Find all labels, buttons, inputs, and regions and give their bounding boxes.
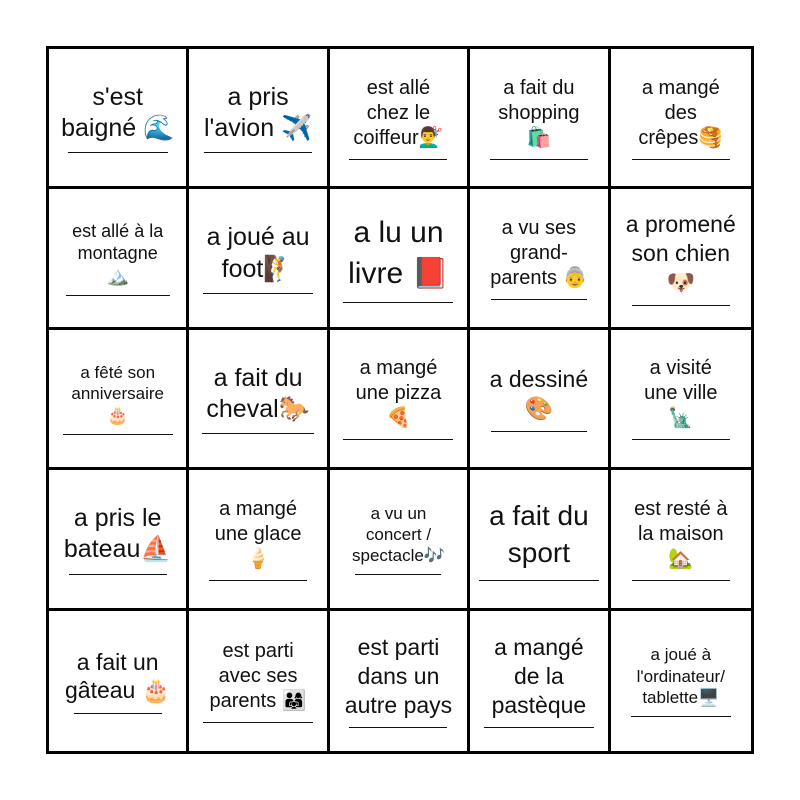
blank-line	[631, 716, 731, 717]
bingo-cell-r3c1[interactable]	[49, 330, 189, 470]
cell-label: a mangé une pizza 🍕	[355, 357, 442, 430]
bingo-cell-r5c1[interactable]	[49, 611, 189, 751]
blank-line	[491, 299, 587, 300]
blank-line	[343, 439, 453, 440]
cell-label: s'est baigné 🌊	[61, 82, 175, 143]
blank-line	[490, 159, 588, 160]
bingo-cell-r5c3[interactable]	[330, 611, 470, 751]
bingo-cell-r3c2[interactable]	[189, 330, 329, 470]
bingo-cell-r1c3[interactable]	[330, 49, 470, 189]
cell-label: est allé à la montagne 🏔️	[72, 220, 164, 286]
cell-label: a mangé des crêpes🥞	[638, 76, 724, 149]
bingo-cell-r4c2[interactable]	[189, 470, 329, 610]
cell-label: est resté à la maison 🏡	[634, 497, 728, 570]
bingo-cell-r3c5[interactable]	[611, 330, 751, 470]
bingo-cell-r2c5[interactable]	[611, 189, 751, 329]
blank-line	[69, 574, 167, 575]
cell-label: a fait du sport	[489, 499, 589, 569]
cell-label: a dessiné 🎨	[489, 366, 589, 421]
blank-line	[479, 580, 599, 581]
blank-line	[349, 727, 447, 728]
cell-label: a vu ses grand- parents 👵	[490, 217, 588, 290]
cell-label: est parti avec ses parents 👨‍👩‍👧	[209, 639, 307, 712]
cell-label: a pris l'avion ✈️	[204, 82, 313, 143]
cell-label: a visité une ville 🗽	[644, 357, 718, 430]
blank-line	[66, 295, 170, 296]
blank-line	[632, 305, 730, 306]
cell-label: a vu un concert / spectacle🎶	[351, 503, 445, 566]
bingo-cell-r1c2[interactable]	[189, 49, 329, 189]
cell-label: a fêté son anniversaire 🎂	[71, 363, 164, 425]
cell-label: est allé chez le coiffeur💇‍♂️	[353, 76, 444, 149]
blank-line	[203, 293, 313, 294]
blank-line	[632, 159, 730, 160]
blank-line	[204, 152, 312, 153]
cell-label: a pris le bateau⛵	[63, 504, 172, 564]
bingo-cell-r2c1[interactable]	[49, 189, 189, 329]
bingo-cell-r5c5[interactable]	[611, 611, 751, 751]
blank-line	[632, 439, 730, 440]
bingo-cell-r1c1[interactable]	[49, 49, 189, 189]
cell-label: a joué au foot🧗	[206, 223, 310, 283]
cell-label: a mangé une glace 🍦	[214, 497, 302, 570]
blank-line	[74, 713, 162, 714]
bingo-cell-r2c2[interactable]	[189, 189, 329, 329]
bingo-cell-r3c3[interactable]	[330, 330, 470, 470]
blank-line	[203, 722, 313, 723]
blank-line	[202, 433, 314, 434]
cell-label: a joué à l'ordinateur/ tablette🖥️	[636, 645, 725, 707]
bingo-cell-r1c4[interactable]	[470, 49, 610, 189]
cell-label: a fait du cheval🐎	[206, 363, 310, 423]
blank-line	[343, 302, 453, 303]
bingo-cell-r4c1[interactable]	[49, 470, 189, 610]
cell-label: a fait un gâteau 🎂	[65, 648, 171, 704]
bingo-cell-r5c4[interactable]	[470, 611, 610, 751]
bingo-cell-r2c3[interactable]	[330, 189, 470, 329]
cell-label: a fait du shopping 🛍️	[498, 76, 580, 149]
bingo-cell-r4c5[interactable]	[611, 470, 751, 610]
cell-label: a lu un livre 📕	[348, 216, 449, 290]
bingo-board	[46, 46, 754, 754]
blank-line	[63, 434, 173, 435]
blank-line	[209, 580, 307, 581]
bingo-cell-r3c4[interactable]	[470, 330, 610, 470]
cell-label: a mangé de la pastèque	[491, 634, 587, 718]
bingo-cell-r2c4[interactable]	[470, 189, 610, 329]
blank-line	[349, 159, 447, 160]
blank-line	[484, 727, 594, 728]
blank-line	[68, 152, 168, 153]
blank-line	[355, 574, 441, 575]
cell-label: est parti dans un autre pays	[344, 634, 453, 718]
bingo-cell-r5c2[interactable]	[189, 611, 329, 751]
blank-line	[632, 580, 730, 581]
bingo-cell-r1c5[interactable]	[611, 49, 751, 189]
bingo-cell-r4c3[interactable]	[330, 470, 470, 610]
cell-label: a promené son chien 🐶	[625, 211, 736, 295]
bingo-cell-r4c4[interactable]	[470, 470, 610, 610]
blank-line	[491, 431, 587, 432]
